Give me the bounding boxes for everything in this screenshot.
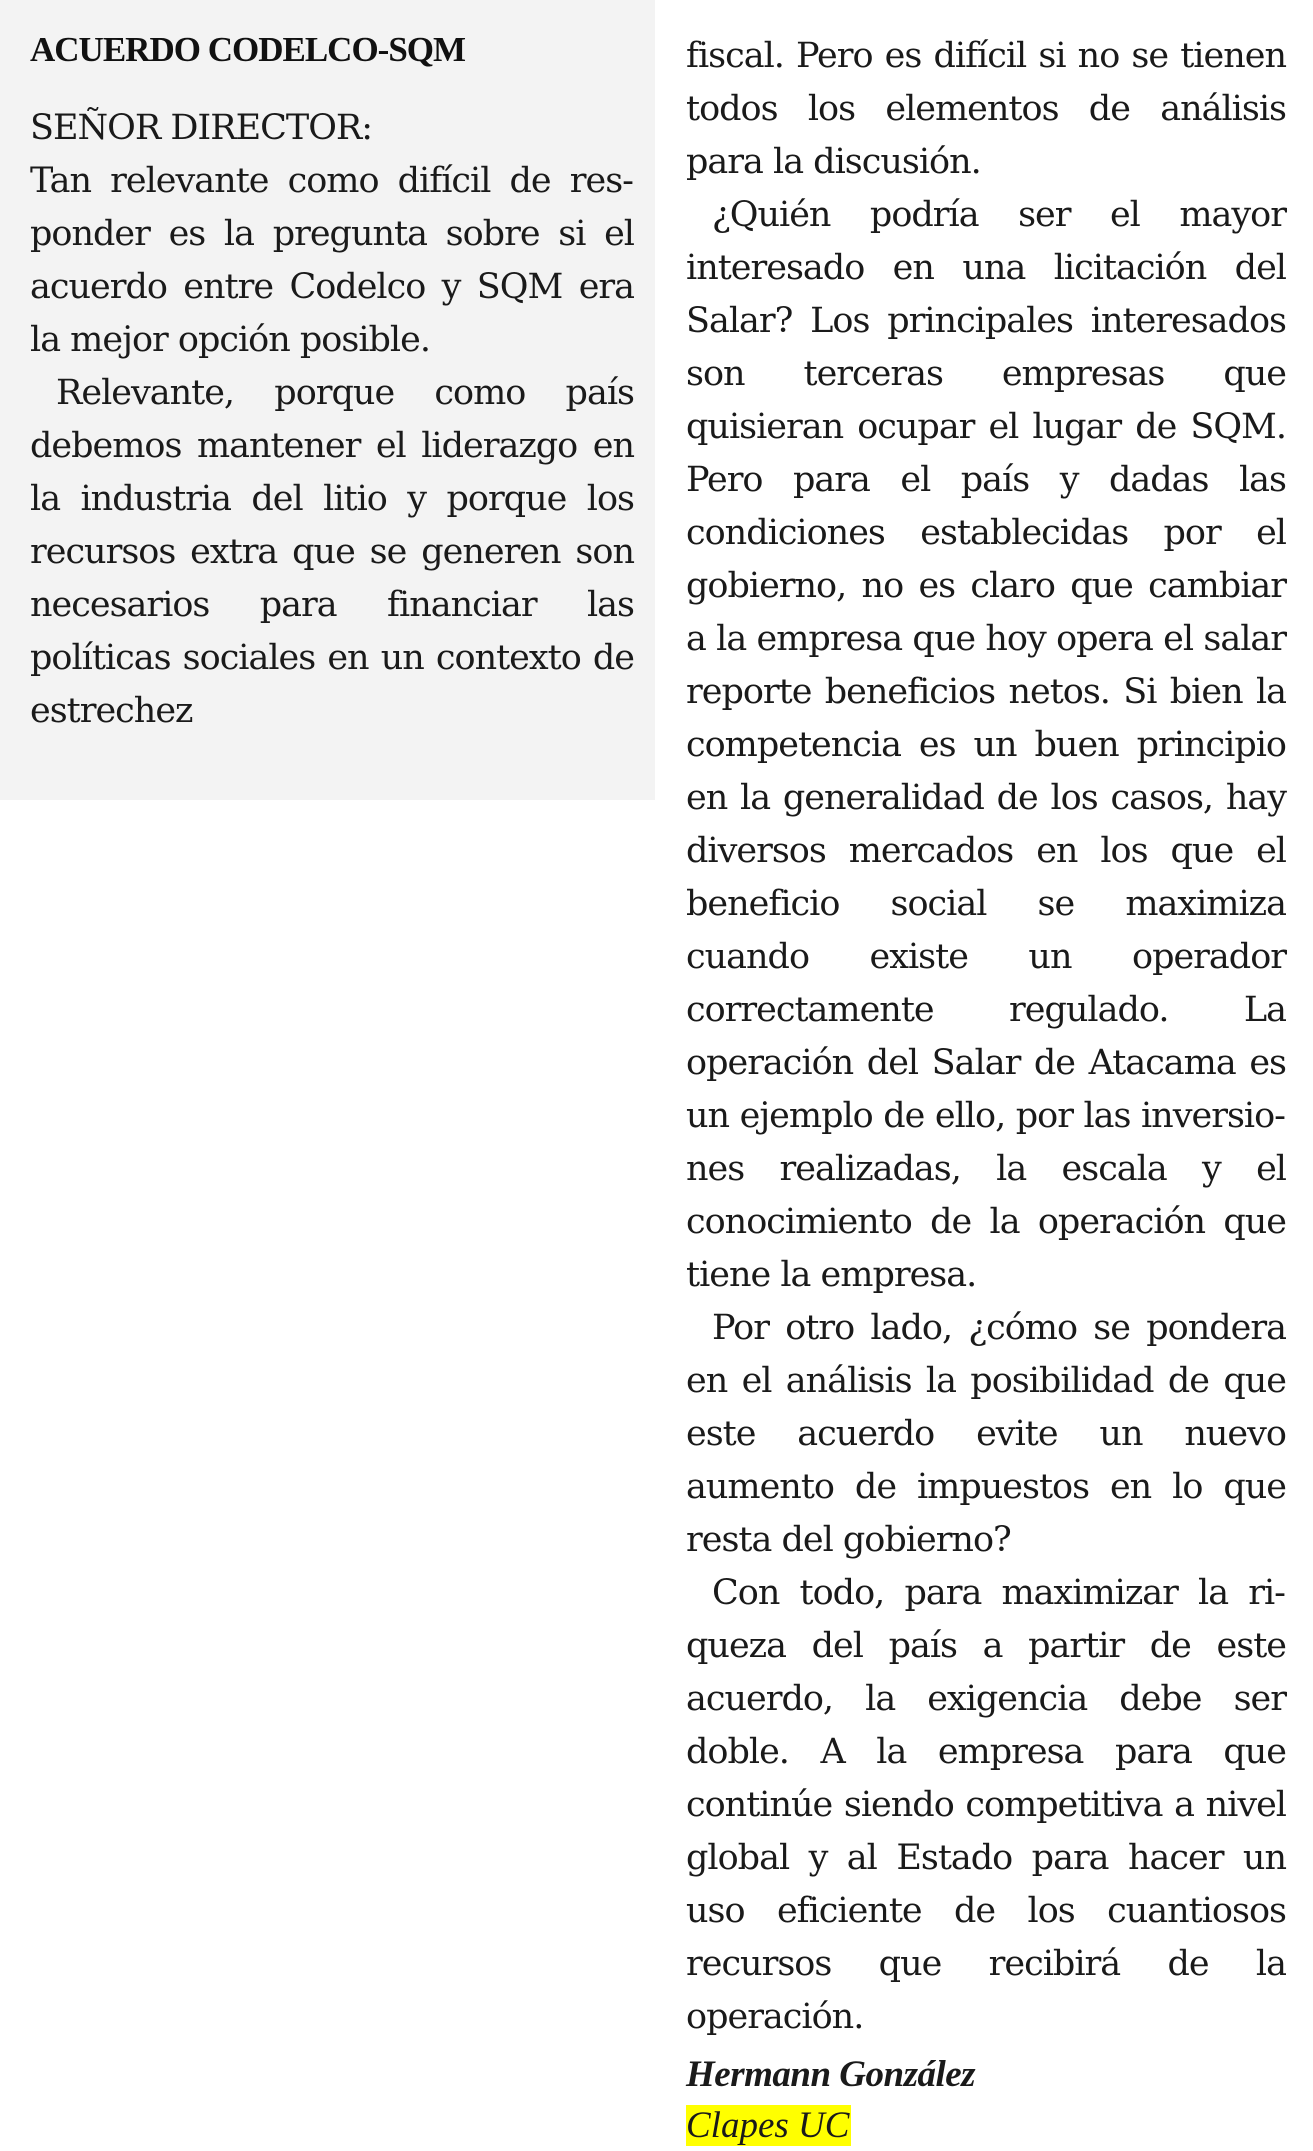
- paragraph-taxes: Por otro lado, ¿cómo se pondera en el análisis la posibilidad de que este acuerdo evite un nuevo aumento de impuestos en lo que resta del gobierno?: [686, 1308, 1286, 1560]
- left-column-text: [30, 26, 634, 738]
- paragraph-continuation: fiscal. Pero es difícil si no se tienen todos los elementos de análisis para la discusión.: [686, 36, 1286, 182]
- article-headline: ACUERDO CODELCO-SQM: [30, 30, 466, 69]
- author-name: Hermann González: [686, 2054, 976, 2095]
- organization-highlight: Clapes UC: [686, 2105, 850, 2146]
- author-organization: [686, 2101, 1286, 2151]
- paragraph-intro: Tan relevante como difícil de responder es la pregunta sobre si el acuerdo entre Codelco y SQM era la mejor opción posible.: [30, 161, 634, 360]
- salutation: SEÑOR DIRECTOR:: [30, 108, 373, 148]
- right-column-text: [686, 30, 1286, 2151]
- paragraph-conclusion: Con todo, para maximizar la riqueza del país a partir de este acuerdo, la exigencia debe ser doble. A la empresa para que continúe siendo competitiva a nivel global y al Estado para hacer un uso eficiente de los cuantiosos recursos que recibirá de la operación.: [686, 1573, 1286, 2037]
- left-column: [0, 0, 655, 800]
- paragraph-relevance: Relevante, porque como país debemos mantener el liderazgo en la industria del litio y porque los recursos extra que se generen son necesarios para financiar las políticas sociales en un contexto de estrechez: [30, 373, 634, 731]
- paragraph-licitation: ¿Quién podría ser el mayor interesado en una licitación del Salar? Los principales interesados son terceras empresas que quisieran ocupar el lugar de SQM. Pero para el país y dadas las condiciones establecidas por el gobierno, no es claro que cambiar a la empresa que hoy opera el salar reporte beneficios netos. Si bien la competencia es un buen principio en la generalidad de los casos, hay diversos mercados en los que el beneficio social se maximiza cuando existe un operador correctamente regulado. La operación del Salar de Atacama es un ejemplo de ello, por las inversiones realizadas, la escala y el conocimiento de la operación que tiene la empresa.: [686, 195, 1286, 1295]
